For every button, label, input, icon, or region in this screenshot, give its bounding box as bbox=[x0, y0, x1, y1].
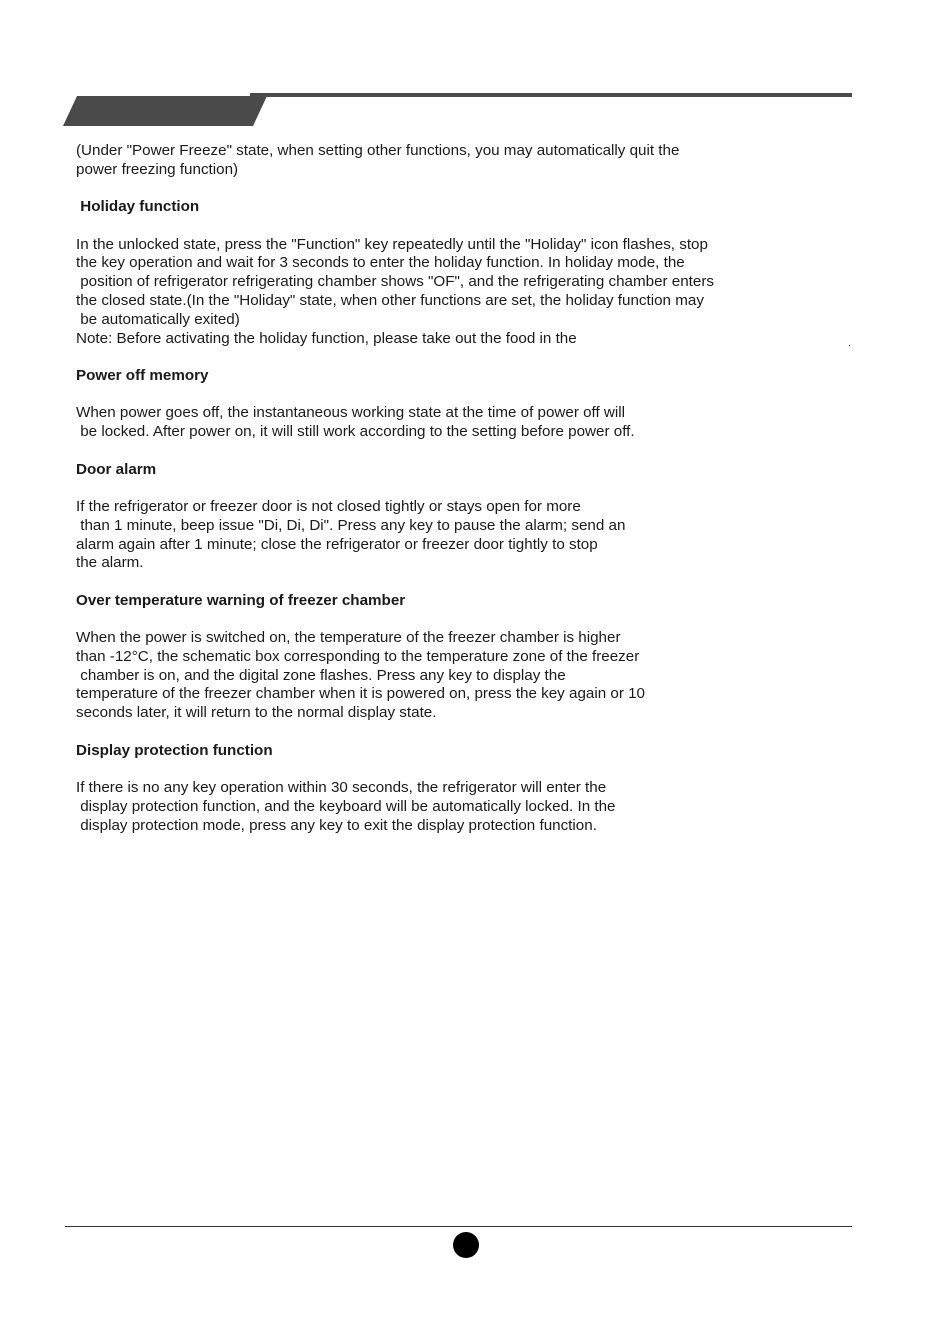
door-alarm-heading: Door alarm bbox=[76, 460, 157, 478]
over-temperature-heading: Over temperature warning of freezer chamber bbox=[76, 591, 406, 609]
header-tab-shape bbox=[63, 96, 267, 126]
header-rule bbox=[250, 93, 852, 97]
footer-rule bbox=[65, 1226, 852, 1227]
manual-content bbox=[76, 142, 866, 835]
intro-paragraph: (Under "Power Freeze" state, when setting other functions, you may automatically quit the power freezing function) bbox=[76, 142, 680, 178]
holiday-heading: Holiday function bbox=[76, 198, 200, 216]
holiday-body: In the unlocked state, press the "Function" key repeatedly until the "Holiday" icon flashes, stop the key operation and wait for 3 seconds to enter the holiday function. In holiday mode, the position of refrigerator refrigerating chamber shows "OF", and the refrigerating chamber enters the closed state.(In the "Holiday" state, when other functions are set, the holiday function may be automatically exited) Note: Before activating the holiday function, please take out the food in the bbox=[76, 235, 715, 347]
stray-mark: . bbox=[848, 338, 851, 349]
power-off-memory-body: When power goes off, the instantaneous working state at the time of power off will be locked. After power on, it will still work according to the setting before power off. bbox=[76, 404, 635, 441]
over-temperature-body: When the power is switched on, the temperature of the freezer chamber is higher than -12°C, the schematic box corresponding to the temperature zone of the freezer chamber is on, and the digital zone flashes. Press any key to display the temperature of the freezer chamber when it is powered on, press the key again or 10 seconds later, it will return to the normal display state. bbox=[76, 629, 645, 722]
page-number-badge bbox=[453, 1232, 479, 1258]
power-off-memory-heading: Power off memory bbox=[76, 366, 209, 384]
door-alarm-body: If the refrigerator or freezer door is not closed tightly or stays open for more than 1 minute, beep issue "Di, Di, Di". Press any key to pause the alarm; send an alarm again after 1 minute; close the refrigerator or freezer door tightly to stop the alarm. bbox=[76, 497, 626, 572]
display-protection-heading: Display protection function bbox=[76, 741, 273, 759]
display-protection-body: If there is no any key operation within 30 seconds, the refrigerator will enter the display protection function, and the keyboard will be automatically locked. In the display protection mode, press any key to exit the display protection function. bbox=[76, 779, 616, 834]
